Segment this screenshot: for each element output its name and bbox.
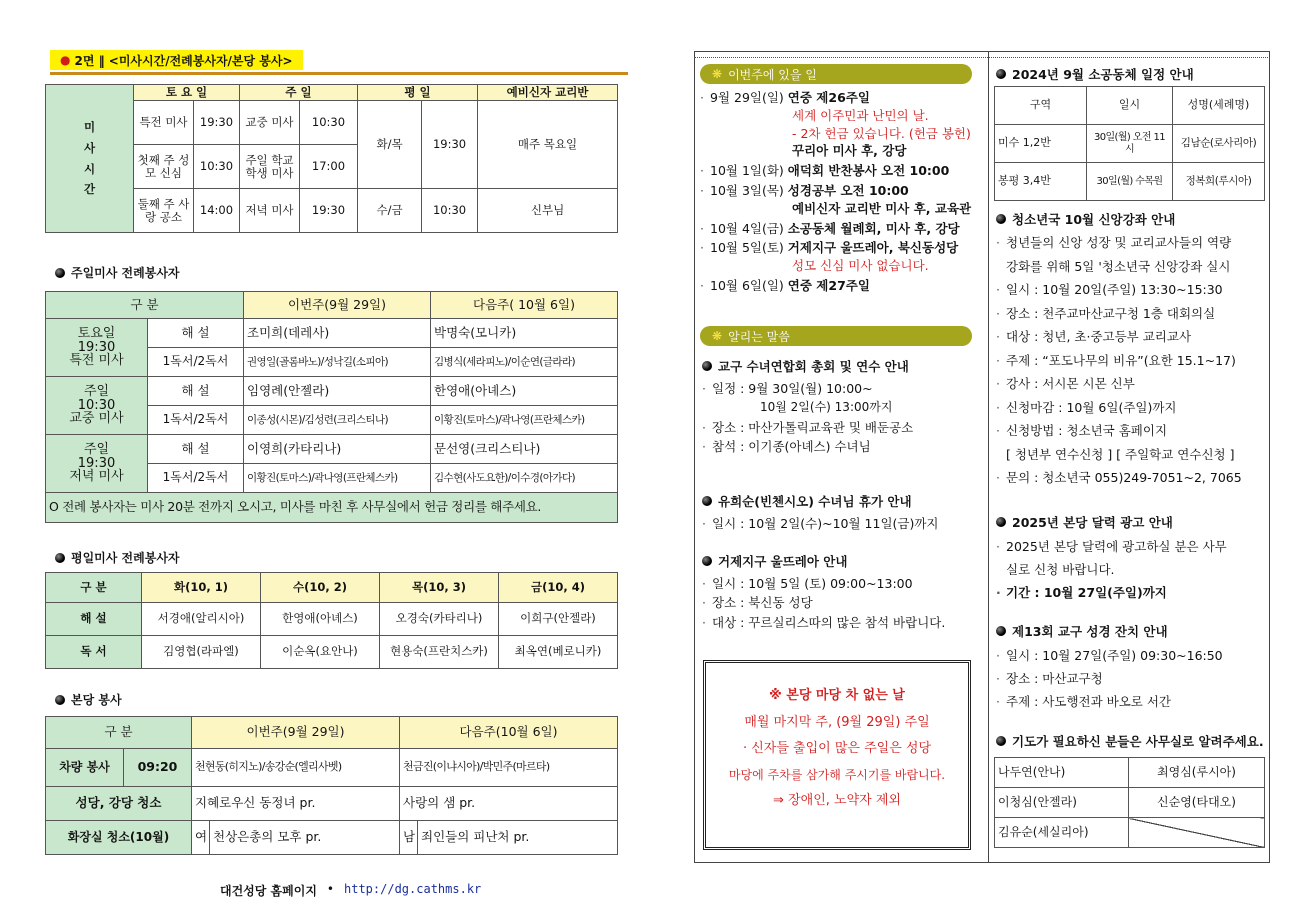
mass-group-label: 주일 10:30 교중 미사 (46, 377, 148, 435)
youth-line: · 청년들의 신앙 성장 및 교리교사들의 역량 (996, 235, 1232, 250)
col-category: 구 분 (46, 573, 142, 603)
youth-line: · 신청마감 : 10월 6일(주일)까지 (996, 399, 1177, 415)
server-name: 최옥연(베로니카) (499, 636, 618, 669)
sunday-servers-title: 주일미사 전례봉사자 (55, 264, 180, 281)
mass-times-side-label: 미 사 시 간 (46, 85, 134, 233)
col-next-week: 다음주(10월 6일) (400, 717, 618, 749)
gender-label: 남 (400, 821, 418, 855)
group-name: 지혜로우신 동정녀 pr. (192, 787, 400, 821)
weekday-day: 화/목 (358, 101, 422, 189)
role-label: 독 서 (46, 636, 142, 669)
header-rule (50, 72, 628, 75)
name-cell: 김남순(로사리아) (1173, 125, 1265, 163)
server-name: 김병식(세라피노)/이순연(글라라) (431, 348, 618, 377)
col-wed: 수(10, 2) (261, 573, 380, 603)
prayer-name: 최영심(루시아) (1129, 758, 1265, 788)
schedule-table (994, 86, 1265, 201)
bullet-dot-icon (702, 556, 712, 566)
col-thu: 목(10, 3) (380, 573, 499, 603)
page-header (50, 50, 628, 78)
list-item: · 10월 5일(토) 거제지구 울뜨레아, 북신동성당 (700, 240, 959, 255)
schedule-title: 2024년 9월 소공동체 일정 안내 (996, 65, 1194, 83)
col-sunday: 주 일 (240, 85, 358, 101)
prayer-name: 이청심(안젤라) (995, 788, 1129, 818)
bullet-dot-icon (55, 553, 65, 563)
sat-mass-time: 10:30 (194, 145, 240, 189)
bible-line: · 장소 : 마산교구청 (996, 671, 1103, 687)
server-name: 이황진(토마스)/곽나영(프란체스카) (244, 464, 431, 493)
server-name: 오경숙(카타리나) (380, 603, 499, 636)
area-cell: 봉평 3,4반 (995, 163, 1087, 201)
datetime-cell: 30일(월) 수목원 (1087, 163, 1173, 201)
server-name: 이종성(시몬)/김성련(크리스티나) (244, 406, 431, 435)
youth-line: · 강사 : 서시몬 시몬 신부 (996, 376, 1135, 391)
this-week-pill: ❋ 이번주에 있을 일 (700, 64, 972, 84)
role-label: 1독서/2독서 (148, 464, 244, 493)
bullet-dot-icon (996, 736, 1006, 746)
col-weekday: 평 일 (358, 85, 478, 101)
this-week-list (700, 88, 972, 296)
box-line: 마당에 주차를 삼가해 주시기를 바랍니다. (728, 767, 946, 782)
empty-cell (1129, 818, 1265, 848)
prayer-title: 기도가 필요하신 분들은 사무실로 알려주세요. (996, 732, 1264, 750)
group-name: 천상은총의 모후 pr. (210, 821, 400, 855)
server-name: 이희구(안젤라) (499, 603, 618, 636)
mass-group-label: 토요일 19:30 특전 미사 (46, 319, 148, 377)
gender-label: 여 (192, 821, 210, 855)
col-this-week: 이번주(9월 29일) (244, 292, 431, 319)
role-label: 차량 봉사 (46, 749, 124, 787)
page-header-label: ● 2면 ‖ <미사시간/전례봉사자/본당 봉사> (50, 50, 303, 70)
role-label: 1독서/2독서 (148, 348, 244, 377)
weekday-day: 수/금 (358, 189, 422, 233)
footer-label: 대건성당 홈페이지 (220, 884, 317, 898)
bullet-dot-icon (996, 214, 1006, 224)
sun-icon: ❋ (712, 329, 723, 343)
youth-line: · 대상 : 청년, 초·중고등부 교리교사 (996, 329, 1192, 344)
server-name: 서경애(알리시아) (142, 603, 261, 636)
sat-mass-name: 둘째 주 사랑 공소 (134, 189, 194, 233)
role-label: 해 설 (148, 377, 244, 406)
sun-mass-name: 저녁 미사 (240, 189, 300, 233)
weekday-time: 10:30 (422, 189, 478, 233)
server-name: 김영협(라파엘) (142, 636, 261, 669)
col-fri: 금(10, 4) (499, 573, 618, 603)
bible-line: · 일시 : 10월 27일(주일) 09:30~16:50 (996, 648, 1223, 663)
sun-icon: ❋ (712, 67, 723, 81)
col-catechumen: 예비신자 교리반 (478, 85, 618, 101)
server-name: 임영례(안젤라) (244, 377, 431, 406)
notice-title: 교구 수녀연합회 총회 및 연수 안내 (702, 357, 982, 375)
parking-time: 09:20 (124, 749, 192, 787)
list-item-note: 세계 이주민과 난민의 날. - 2차 헌금 있습니다. (헌금 봉헌) (792, 108, 971, 141)
sat-mass-name: 특전 미사 (134, 101, 194, 145)
box-line: ⇒ 장애인, 노약자 제외 (773, 792, 901, 808)
list-item-note: 예비신자 교리반 미사 후, 교육관 (792, 200, 972, 216)
list-item: · 10월 1일(화) 애덕회 반찬봉사 오전 10:00 (700, 163, 950, 179)
box-title: ※ 본당 마당 차 없는 날 (769, 688, 905, 703)
list-item-note: 성모 신심 미사 없습니다. (792, 258, 929, 274)
bullet-dot-icon (996, 517, 1006, 527)
weekday-servers-title: 평일미사 전례봉사자 (55, 549, 180, 566)
youth-line: · 신청방법 : 청소년국 홈페이지 (996, 423, 1168, 438)
prayer-name: 나두연(안나) (995, 758, 1129, 788)
notice-title: 유희순(빈첸시오) 수녀님 휴가 안내 (702, 492, 982, 510)
server-name: 이순옥(요안나) (261, 636, 380, 669)
server-name: 박명숙(모니카) (431, 319, 618, 348)
server-name: 문선영(크리스티나) (431, 435, 618, 464)
notice-line: · 참석 : 이기종(아녜스) 수녀님 (702, 438, 871, 454)
footer (220, 882, 481, 899)
col-saturday: 토 요 일 (134, 85, 240, 101)
bullet-dot-icon (55, 695, 65, 705)
youth-line: [ 청년부 연수신청 ] [ 주일학교 연수신청 ] (1006, 446, 1235, 462)
weekday-servers-table (45, 572, 618, 669)
sat-mass-time: 14:00 (194, 189, 240, 233)
catechumen-teacher: 신부님 (478, 189, 618, 233)
youth-line: · 문의 : 청소년국 055)249-7051~2, 7065 (996, 470, 1242, 485)
youth-title: 청소년국 10월 신앙강좌 안내 (996, 210, 1266, 228)
role-label: 해 설 (46, 603, 142, 636)
prayer-table (994, 757, 1265, 848)
footer-sep: • (326, 882, 334, 896)
list-item-note: 꾸리아 미사 후, 강당 (792, 143, 907, 159)
box-line: 매월 마지막 주, (9월 29일) 주일 (744, 714, 930, 730)
server-name: 이황진(토마스)/곽나영(프란체스카) (431, 406, 618, 435)
notice-line: 10월 2일(수) 13:00까지 (760, 400, 893, 415)
column-divider (988, 51, 989, 863)
mass-group-label: 주일 19:30 저녁 미사 (46, 435, 148, 493)
prayer-name: 김유순(세실리아) (995, 818, 1129, 848)
datetime-cell: 30일(월) 오전 11시 (1087, 125, 1173, 163)
box-line: · 신자들 출입이 많은 주일은 성당 (742, 741, 932, 757)
col-tue: 화(10, 1) (142, 573, 261, 603)
sun-mass-time: 19:30 (300, 189, 358, 233)
col-datetime: 일시 (1087, 87, 1173, 125)
server-name: 천금진(이냐시아)/박민주(마르타) (400, 749, 618, 787)
notices-pill: ❋ 알리는 말씀 (700, 326, 972, 346)
bible-line: · 주제 : 사도행전과 바오로 서간 (996, 694, 1172, 710)
bullet-dot-icon (702, 361, 712, 371)
server-name: 조미희(데레사) (244, 319, 431, 348)
youth-line: 강화를 위해 5일 '청소년국 신앙강좌 실시 (1006, 258, 1231, 274)
notice-line: · 대상 : 꾸르실리스따의 많은 참석 바랍니다. (702, 614, 946, 630)
server-name: 권영일(골롬바노)/성낙길(소피아) (244, 348, 431, 377)
area-cell: 미수 1,2반 (995, 125, 1087, 163)
car-free-day-box (703, 660, 971, 850)
col-name: 성명(세례명) (1173, 87, 1265, 125)
homepage-link[interactable]: http://dg.cathms.kr (344, 882, 482, 896)
bullet-dot-icon (55, 268, 65, 278)
sun-mass-time: 10:30 (300, 101, 358, 145)
col-next-week: 다음주( 10월 6일) (431, 292, 618, 319)
role-label: 화장실 청소(10월) (46, 821, 192, 855)
group-name: 죄인들의 피난처 pr. (418, 821, 618, 855)
sun-mass-name: 교중 미사 (240, 101, 300, 145)
youth-line: · 주제 : “포도나무의 비유”(요한 15.1~17) (996, 352, 1236, 368)
group-name: 사랑의 샘 pr. (400, 787, 618, 821)
sat-mass-time: 19:30 (194, 101, 240, 145)
calendar-line: · 2025년 본당 달력에 광고하실 분은 사무 (996, 539, 1227, 554)
name-cell: 정복희(루시아) (1173, 163, 1265, 201)
weekday-time: 19:30 (422, 101, 478, 189)
bullet-dot-icon (996, 69, 1006, 79)
bullet-dot-icon (996, 626, 1006, 636)
notice-line: · 장소 : 마산가톨릭교육관 및 배둔공소 (702, 419, 914, 435)
calendar-line: 실로 신청 바랍니다. (1006, 562, 1115, 578)
mass-times-table (45, 84, 618, 233)
sun-mass-name: 주일 학교 학생 미사 (240, 145, 300, 189)
bullet-dot-icon (702, 496, 712, 506)
server-name: 현용숙(프란치스카) (380, 636, 499, 669)
sat-mass-name: 첫째 주 성모 신심 (134, 145, 194, 189)
server-name: 한영애(아녜스) (261, 603, 380, 636)
role-label: 성당, 강당 청소 (46, 787, 192, 821)
bible-title: 제13회 교구 성경 잔치 안내 (996, 622, 1266, 640)
col-this-week: 이번주(9월 29일) (192, 717, 400, 749)
server-name: 김수현(사도요한)/이수경(아가다) (431, 464, 618, 493)
sun-mass-time: 17:00 (300, 145, 358, 189)
role-label: 1독서/2독서 (148, 406, 244, 435)
parish-service-title: 본당 봉사 (55, 691, 122, 708)
red-dot-icon: ● (60, 53, 71, 67)
calendar-title: 2025년 본당 달력 광고 안내 (996, 513, 1266, 531)
list-item: · 10월 4일(금) 소공동체 월례회, 미사 후, 강당 (700, 220, 960, 236)
list-item: · 10월 3일(목) 성경공부 오전 10:00 (700, 182, 909, 198)
youth-line: · 일시 : 10월 20일(주일) 13:30~15:30 (996, 282, 1223, 297)
server-name: 이영희(카타리나) (244, 435, 431, 464)
parish-service-table (45, 716, 618, 855)
dotted-divider (694, 57, 1270, 58)
notice-line: · 장소 : 북신동 성당 (702, 595, 813, 611)
notice-line: · 일시 : 10월 2일(수)~10월 11일(금)까지 (702, 516, 939, 531)
server-name: 한영애(아녜스) (431, 377, 618, 406)
youth-line: · 장소 : 천주교마산교구청 1층 대회의실 (996, 305, 1216, 321)
notice-line: · 일정 : 9월 30일(월) 10:00~ (702, 381, 873, 396)
list-item: · 10월 6일(일) 연중 제27주일 (700, 278, 870, 294)
col-category: 구 분 (46, 292, 244, 319)
col-area: 구역 (995, 87, 1087, 125)
prayer-name: 신순영(타대오) (1129, 788, 1265, 818)
role-label: 해 설 (148, 435, 244, 464)
catechumen-day: 매주 목요일 (478, 101, 618, 189)
server-name: 천현동(히지노)/송강순(엘리사벳) (192, 749, 400, 787)
notice-title: 거제지구 울뜨레아 안내 (702, 552, 982, 570)
col-category: 구 분 (46, 717, 192, 749)
server-notice: O 전례 봉사자는 미사 20분 전까지 오시고, 미사를 마친 후 사무실에서 헌금 정리를 해주세요. (46, 493, 618, 523)
calendar-line: · 기간 : 10월 27일(주일)까지 (996, 585, 1167, 601)
list-item: · 9월 29일(일) 연중 제26주일 (700, 90, 870, 105)
sunday-servers-table (45, 291, 618, 523)
role-label: 해 설 (148, 319, 244, 348)
notice-line: · 일시 : 10월 5일 (토) 09:00~13:00 (702, 576, 913, 591)
